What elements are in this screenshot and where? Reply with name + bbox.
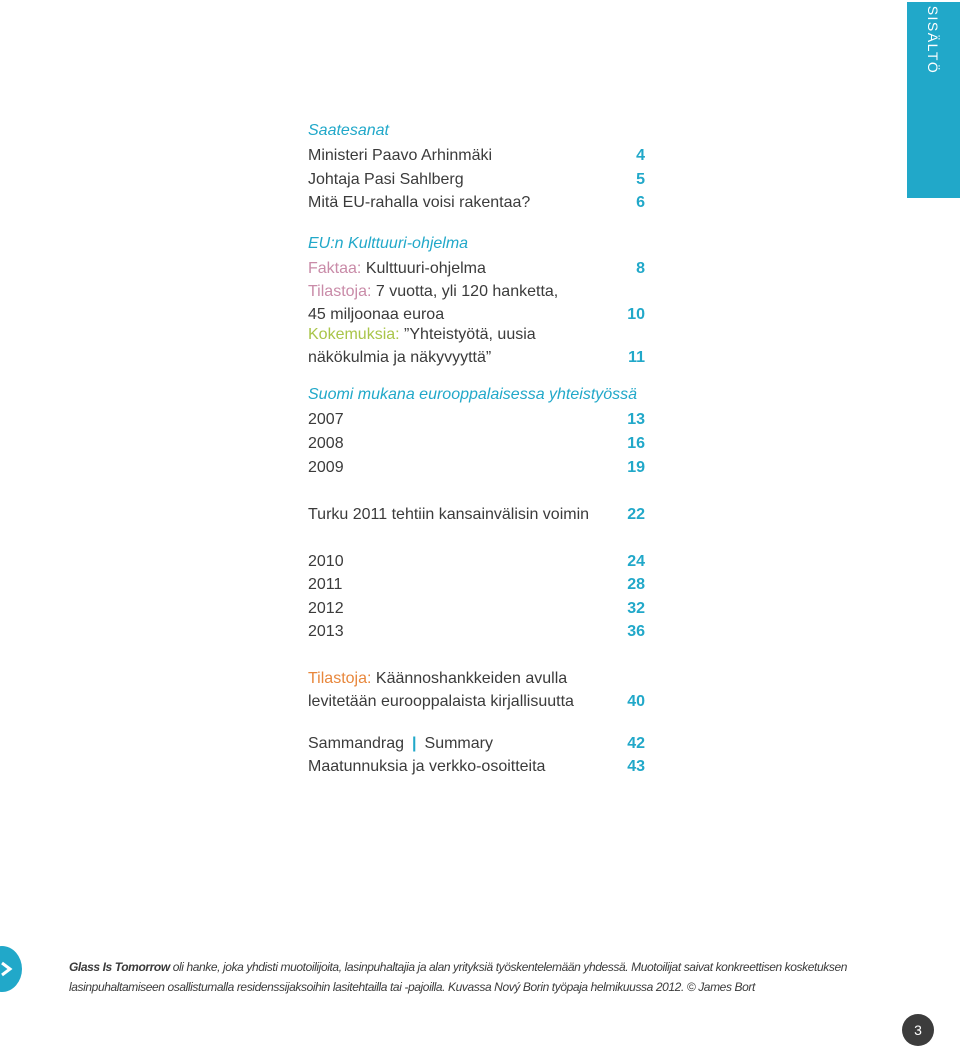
toc-entry[interactable]	[308, 191, 645, 214]
entry-page: 24	[627, 553, 645, 570]
toc-entry[interactable]	[308, 573, 645, 596]
entry-title: Ministeri Paavo Arhinmäki	[308, 147, 493, 164]
page-number: 3	[902, 1014, 934, 1046]
entry-page: 13	[627, 411, 645, 428]
entry-page: 16	[627, 435, 645, 452]
entry-title: Sammandrag	[308, 735, 405, 752]
entry-page: 10	[627, 306, 645, 323]
toc-entry[interactable]	[308, 432, 645, 455]
entry-page: 6	[636, 194, 645, 211]
entry-title: 2007	[308, 411, 344, 428]
caption-project-name: Glass Is Tomorrow	[69, 960, 170, 974]
toc-entry[interactable]	[308, 280, 645, 326]
entry-title: Johtaja Pasi Sahlberg	[308, 171, 464, 188]
entry-page: 32	[627, 600, 645, 617]
toc-entry[interactable]	[308, 667, 645, 713]
entry-page: 8	[636, 260, 645, 277]
entry-title: 2010	[308, 553, 344, 570]
entry-title: Turku 2011 tehtiin kansainvälisin voimin	[308, 506, 590, 523]
section-heading: EU:n Kulttuuri-ohjelma	[308, 235, 469, 252]
entry-page: 11	[628, 349, 645, 366]
entry-prefix: Tilastoja:	[308, 670, 372, 687]
entry-page: 4	[636, 147, 645, 164]
caption-text: oli hanke, joka yhdisti muotoilijoita, lasinpuhaltajia ja alan yrityksiä työskentelemään yhdessä. Muotoilijat saivat konkreettisen kosketuksen lasinpuhaltamiseen osallistumalla residenssijaksoihin lasitehtailla tai -pajoilla. Kuvassa Nový Borin työpaja helmikuussa 2012. © James Bort	[69, 960, 847, 994]
entry-title: 2008	[308, 435, 344, 452]
toc-entry[interactable]	[308, 597, 645, 620]
entry-title-alt: Summary	[424, 735, 493, 752]
entry-title: Käännoshankkeiden avulla levitetään eurooppalaista kirjallisuutta	[308, 670, 574, 710]
section-tab-label: SISÄLTÖ	[925, 5, 941, 75]
section-heading: Suomi mukana eurooppalaisessa yhteistyössä	[308, 386, 638, 403]
toc-entry[interactable]	[308, 503, 645, 526]
toc-entry[interactable]	[308, 620, 645, 643]
entry-separator: |	[412, 735, 417, 752]
entry-page: 40	[627, 693, 645, 710]
entry-prefix: Kokemuksia:	[308, 326, 400, 343]
chevron-right-icon	[0, 946, 22, 992]
section-tab	[907, 2, 960, 198]
toc-entry[interactable]	[308, 732, 645, 755]
entry-title: Maatunnuksia ja verkko-osoitteita	[308, 758, 546, 775]
entry-page: 42	[627, 735, 645, 752]
entry-title: 2013	[308, 623, 344, 640]
entry-page: 22	[627, 506, 645, 523]
entry-title: 2009	[308, 459, 344, 476]
toc-entry[interactable]	[308, 323, 645, 369]
entry-page: 28	[627, 576, 645, 593]
photo-caption	[69, 957, 869, 997]
toc-entry[interactable]	[308, 550, 645, 573]
entry-title: ”Yhteistyötä, uusia näkökulmia ja näkyvyyttä”	[308, 326, 536, 366]
entry-prefix: Faktaa:	[308, 260, 362, 277]
entry-title: Mitä EU-rahalla voisi rakentaa?	[308, 194, 531, 211]
entry-page: 19	[627, 459, 645, 476]
entry-page: 36	[627, 623, 645, 640]
toc-entry[interactable]	[308, 408, 645, 431]
entry-title: 7 vuotta, yli 120 hanketta, 45 miljoonaa euroa	[308, 283, 559, 323]
entry-page: 43	[627, 758, 645, 775]
section-heading: Saatesanat	[308, 122, 389, 139]
entry-prefix: Tilastoja:	[308, 283, 372, 300]
toc-entry[interactable]	[308, 755, 645, 778]
toc-entry[interactable]	[308, 168, 645, 191]
toc-entry[interactable]	[308, 456, 645, 479]
entry-title: Kulttuuri-ohjelma	[365, 260, 486, 277]
entry-page: 5	[636, 171, 645, 188]
entry-title: 2012	[308, 600, 344, 617]
toc-entry[interactable]	[308, 144, 645, 167]
toc-entry[interactable]	[308, 257, 645, 280]
entry-title: 2011	[308, 576, 343, 593]
